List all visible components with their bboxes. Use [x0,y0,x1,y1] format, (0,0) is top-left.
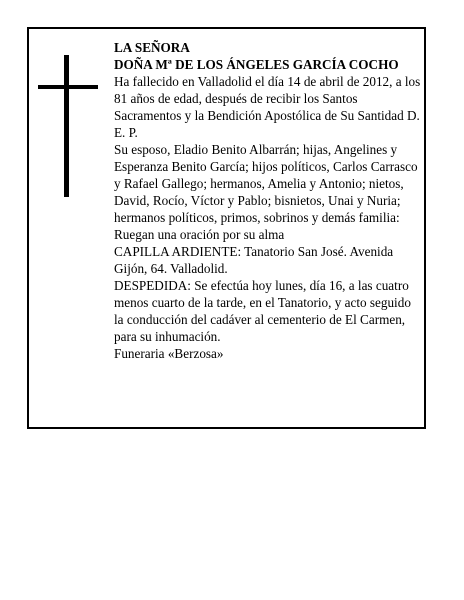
cross-horizontal-bar [38,85,98,89]
deceased-name: DOÑA Mª DE LOS ÁNGELES GARCÍA COCHO [114,57,399,72]
notice-title: LA SEÑORA [114,40,190,55]
farewell-info: DESPEDIDA: Se efectúa hoy lunes, día 16, a las cuatro menos cuarto de la tarde, en el Tanatorio, y acto seguido la conducción del cadáver al cementerio de El Carmen, para su inhumación. [114,278,411,344]
cross-vertical-bar [64,55,69,197]
prayer-request: Ruegan una oración por su alma [114,227,285,242]
chapel-info: CAPILLA ARDIENTE: Tanatorio San José. Avenida Gijón, 64. Valladolid. [114,244,394,276]
notice-body [114,39,422,362]
funeral-home: Funeraria «Berzosa» [114,346,224,361]
family-list: Su esposo, Eladio Benito Albarrán; hijas, Angelines y Esperanza Benito García; hijos políticos, Carlos Carrasco y Rafael Gallego; hermanos, Amelia y Antonio; nietos, David, Rocío, Víctor y Pablo; bisnietos, Unai y Nuria; hermanos políticos, primos, sobrinos y demás familia: [114,142,418,225]
latin-cross-icon [38,55,98,197]
death-announcement: Ha fallecido en Valladolid el día 14 de abril de 2012, a los 81 años de edad, después de recibir los Santos Sacramentos y la Bendición Apostólica de Su Santidad D. E. P. [114,74,421,140]
